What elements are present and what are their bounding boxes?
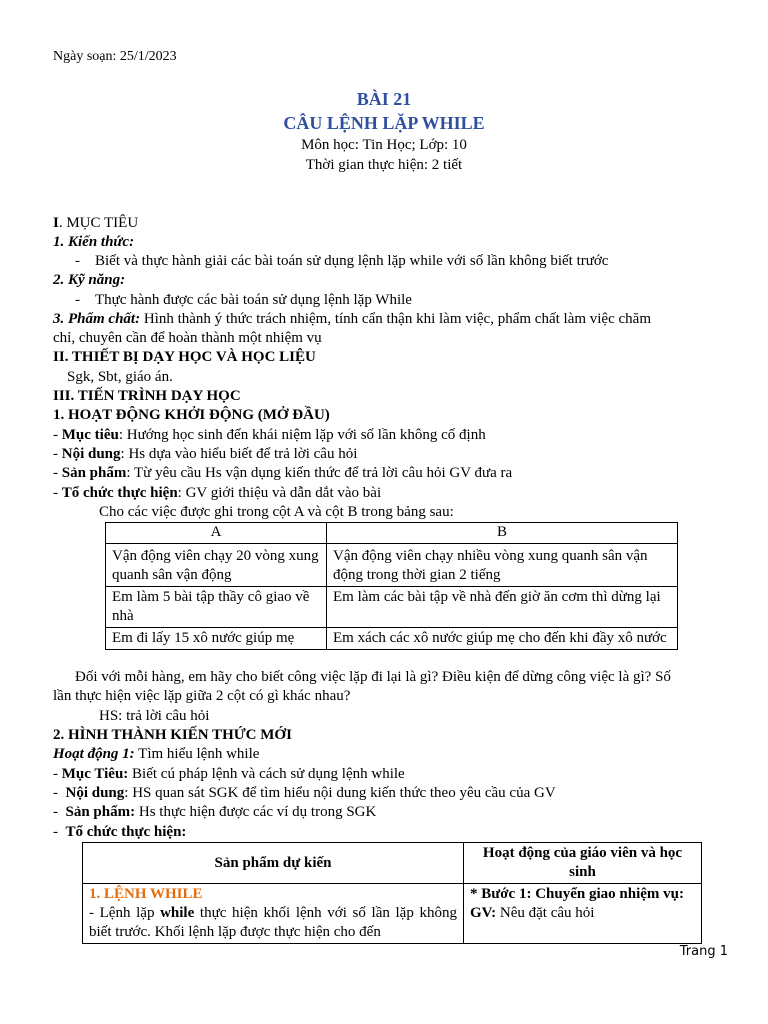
sub-activity-1: Hoạt động 1: Tìm hiểu lệnh while xyxy=(53,746,260,762)
table-cell: Em làm các bài tập về nhà đến giờ ăn cơm thì dừng lại xyxy=(327,587,678,628)
comparison-table xyxy=(105,522,678,650)
materials-text: Sgk, Sbt, giáo án. xyxy=(67,369,173,385)
table-cell: 1. LỆNH WHILE - Lệnh lặp while thực hiện khối lệnh với số lần lặp không biết trước. Khối lệnh lặp được thực hiện cho đến xyxy=(83,884,464,944)
duration-line: Thời gian thực hiện: 2 tiết xyxy=(305,157,463,173)
section-3-heading: III. TIẾN TRÌNH DẠY HỌC xyxy=(53,388,241,404)
table-row xyxy=(106,628,678,650)
question-line-1: Đối với mỗi hàng, em hãy cho biết công việc lặp đi lại là gì? Điều kiện để dừng công việc là gì? Số xyxy=(75,669,671,685)
table-row xyxy=(83,884,702,944)
column-b-header: B xyxy=(327,523,678,544)
table-row xyxy=(106,544,678,587)
subject-line: Môn học: Tin Học; Lớp: 10 xyxy=(301,137,467,153)
activity-table xyxy=(82,842,702,944)
activity-1-goal: - Mục tiêu: Hướng học sinh đến khái niệm lặp với số lần không cố định xyxy=(53,427,486,443)
lesson-title: CÂU LỆNH LẶP WHILE xyxy=(283,113,485,133)
section-1-heading: I. MỤC TIÊU xyxy=(53,215,139,231)
step-1-label: * Bước 1: Chuyển giao nhiệm vụ: xyxy=(470,886,684,902)
question-line-2: lần thực hiện việc lặp giữa 2 cột có gì khác nhau? xyxy=(53,688,351,704)
section-2-heading: II. THIẾT BỊ DẠY HỌC VÀ HỌC LIỆU xyxy=(53,349,316,365)
teacher-student-activity-header: Hoạt động của giáo viên và học sinh xyxy=(464,843,702,884)
table-row xyxy=(106,587,678,628)
expected-product-header: Sản phẩm dự kiến xyxy=(83,843,464,884)
lesson-number: BÀI 21 xyxy=(356,89,412,109)
table-cell: * Bước 1: Chuyển giao nhiệm vụ: GV: Nêu đặt câu hỏi xyxy=(464,884,702,944)
activity-2-product: - Sản phẩm: Hs thực hiện được các ví dụ trong SGK xyxy=(53,804,377,820)
table-cell: Em đi lấy 15 xô nước giúp mẹ xyxy=(106,628,327,650)
activity-1-heading: 1. HOẠT ĐỘNG KHỞI ĐỘNG (MỞ ĐẦU) xyxy=(53,407,330,423)
knowledge-heading: 1. Kiến thức: xyxy=(53,234,135,250)
activity-1-content: - Nội dung: Hs dựa vào hiểu biết để trả lời câu hỏi xyxy=(53,446,358,462)
column-a-header: A xyxy=(106,523,327,544)
activity-table-header xyxy=(83,843,702,884)
table-cell: Vận động viên chạy 20 vòng xung quanh sân vận động xyxy=(106,544,327,587)
table-cell: Em làm 5 bài tập thầy cô giao về nhà xyxy=(106,587,327,628)
student-answer: HS: trả lời câu hỏi xyxy=(99,708,210,724)
activity-2-organization: - Tổ chức thực hiện: xyxy=(53,824,187,840)
table-header-row xyxy=(106,523,678,544)
qualities-line-1: 3. Phẩm chất: Hình thành ý thức trách nhiệm, tính cẩn thận khi làm việc, phẩm chất làm việc chăm xyxy=(53,311,651,327)
table-intro: Cho các việc được ghi trong cột A và cột B trong bảng sau: xyxy=(99,504,454,520)
skills-item: - Thực hành được các bài toán sử dụng lệnh lặp While xyxy=(75,292,412,308)
activity-2-heading: 2. HÌNH THÀNH KIẾN THỨC MỚI xyxy=(53,727,292,743)
knowledge-item: - Biết và thực hành giải các bài toán sử dụng lệnh lặp while với số lần không biết trước xyxy=(75,253,609,269)
prep-date: Ngày soạn: 25/1/2023 xyxy=(53,49,177,64)
table-cell: Em xách các xô nước giúp mẹ cho đến khi đầy xô nước xyxy=(327,628,678,650)
skills-heading: 2. Kỹ năng: xyxy=(53,272,126,288)
while-section-title: 1. LỆNH WHILE xyxy=(89,886,203,902)
activity-1-organization: - Tổ chức thực hiện: GV giới thiệu và dẫn dắt vào bài xyxy=(53,485,382,501)
activity-1-product: - Sản phẩm: Từ yêu cầu Hs vận dụng kiến thức để trả lời câu hỏi GV đưa ra xyxy=(53,465,513,481)
activity-2-content: - Nội dung: HS quan sát SGK để tìm hiểu nội dung kiến thức theo yêu cầu của GV xyxy=(53,785,556,801)
qualities-line-2: chỉ, chuyên cần để hoàn thành một nhiệm vụ xyxy=(53,330,322,346)
table-cell: Vận động viên chạy nhiều vòng xung quanh sân vận động trong thời gian 2 tiếng xyxy=(327,544,678,587)
page-number: Trang 1 xyxy=(679,944,728,959)
activity-2-goal: - Mục Tiêu: Biết cú pháp lệnh và cách sử dụng lệnh while xyxy=(53,766,405,782)
